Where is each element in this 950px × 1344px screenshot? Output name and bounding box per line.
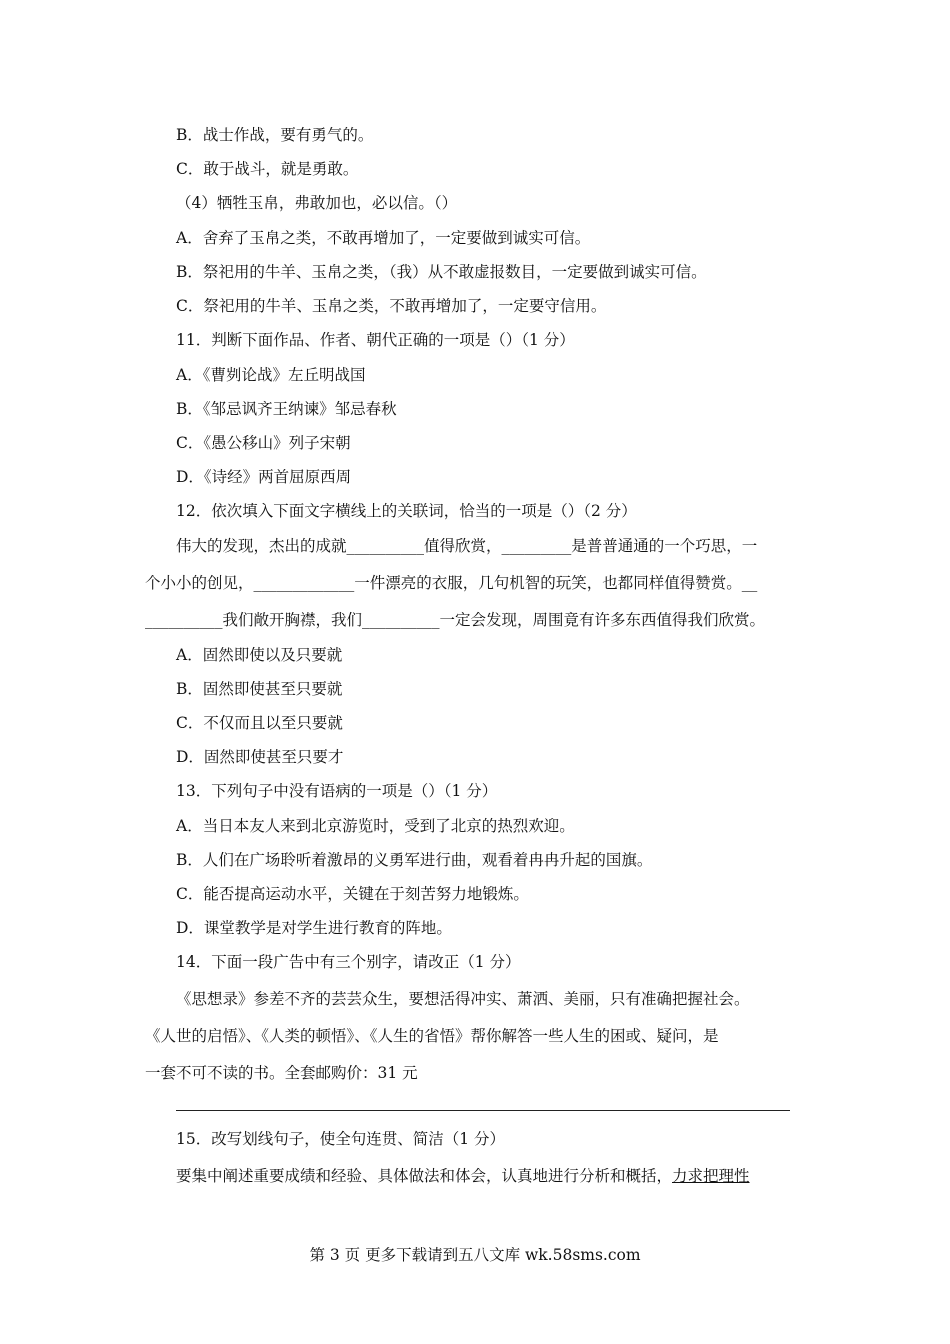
text-line: C．《愚公移山》列子宋朝 — [176, 434, 351, 452]
text-line: D．《诗经》两首屈原西周 — [176, 468, 352, 486]
underlined-sentence: 力求把理性 — [672, 1167, 750, 1185]
question-heading: 15．改写划线句子，使全句连贯、简洁（1 分） — [176, 1130, 506, 1148]
text-line: A．当日本友人来到北京游览时，受到了北京的热烈欢迎。 — [176, 817, 575, 835]
text-line: __________我们敞开胸襟，我们__________一定会发现，周围竟有许多东西值得我们欣赏。 — [145, 611, 766, 629]
text-line: 伟大的发现，杰出的成就__________值得欣赏，_________是普普通通的一个巧思，一 — [176, 537, 758, 555]
question-heading: 14．下面一段广告中有三个别字，请改正（1 分） — [176, 953, 521, 971]
question-heading: 12．依次填入下面文字横线上的关联词，恰当的一项是（）（2 分） — [176, 502, 637, 520]
text-line: 一套不可不读的书。全套邮购价：31 元 — [145, 1064, 418, 1082]
text-line: C．能否提高运动水平，关键在于刻苦努力地锻炼。 — [176, 885, 529, 903]
text-line — [176, 1165, 750, 1187]
text-line: A．《曹刿论战》左丘明战国 — [176, 366, 366, 384]
text-segment: 要集中阐述重要成绩和经验、具体做法和体会，认真地进行分析和概括， — [176, 1167, 673, 1185]
text-line: A．舍弃了玉帛之类，不敢再增加了，一定要做到诚实可信。 — [176, 229, 591, 247]
text-line: 《思想录》参差不齐的芸芸众生，要想活得冲实、萧洒、美丽，只有准确把握社会。 — [176, 990, 750, 1008]
text-line: D．固然即使甚至只要才 — [176, 748, 344, 766]
text-line: B．祭祀用的牛羊、玉帛之类，（我）从不敢虚报数目，一定要做到诚实可信。 — [176, 263, 707, 281]
text-line: A．固然即使以及只要就 — [176, 646, 343, 664]
page-footer: 第 3 页 更多下载请到五八文库 wk.58sms.com — [309, 1246, 641, 1264]
text-line: C．敢于战斗，就是勇敢。 — [176, 160, 359, 178]
question-heading: 11．判断下面作品、作者、朝代正确的一项是（）（1 分） — [176, 331, 575, 349]
text-line: C．祭祀用的牛羊、玉帛之类，不敢再增加了，一定要守信用。 — [176, 297, 607, 315]
answer-blank-line — [176, 1110, 790, 1111]
question-heading: 13．下列句子中没有语病的一项是（）（1 分） — [176, 782, 498, 800]
text-line: （4）牺牲玉帛，弗敢加也，必以信。（） — [176, 194, 458, 212]
text-line: C．不仅而且以至只要就 — [176, 714, 343, 732]
text-line: B．战士作战，要有勇气的。 — [176, 126, 374, 144]
text-line: B．《邹忌讽齐王纳谏》邹忌春秋 — [176, 400, 397, 418]
text-line: 《人世的启悟》、《人类的顿悟》、《人生的省悟》帮你解答一些人生的困或、疑问，是 — [145, 1027, 719, 1045]
text-line: D．课堂教学是对学生进行教育的阵地。 — [176, 919, 452, 937]
text-line: B．固然即使甚至只要就 — [176, 680, 343, 698]
text-line: B．人们在广场聆听着激昂的义勇军进行曲，观看着冉冉升起的国旗。 — [176, 851, 653, 869]
text-line: 个小小的创见，_____________一件漂亮的衣服，几句机智的玩笑，也都同样值得赞赏。__ — [145, 574, 758, 592]
